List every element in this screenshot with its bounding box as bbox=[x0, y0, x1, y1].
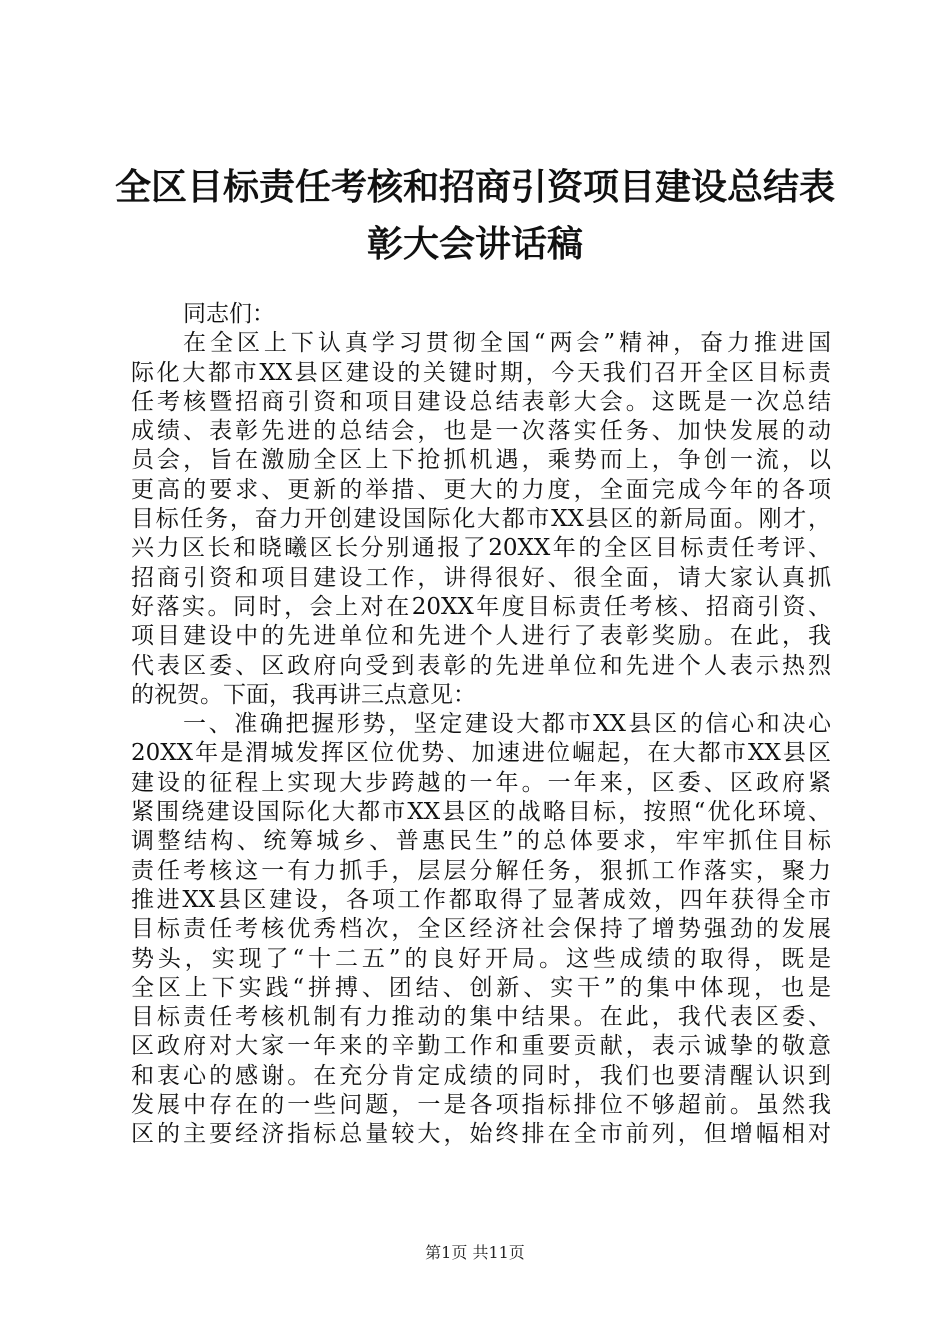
body-line: 的祝贺。下面，我再讲三点意见： bbox=[131, 681, 476, 708]
body-line: 20XX年是渭城发挥区位优势、加速进位崛起，在大都市XX县区 bbox=[131, 740, 831, 767]
body-line: 目标任务，奋力开创建设国际化大都市XX县区的新局面。刚才， bbox=[131, 506, 831, 533]
body-line: 区政府对大家一年来的辛勤工作和重要贡献，表示诚挚的敬意 bbox=[131, 1033, 831, 1060]
body-line: 全区上下实践“拼搏、团结、创新、实干”的集中体现，也是 bbox=[131, 974, 831, 1001]
body-line: 招商引资和项目建设工作，讲得很好、很全面，请大家认真抓 bbox=[131, 564, 831, 591]
document-body bbox=[131, 300, 831, 1150]
body-line: 和衷心的感谢。在充分肯定成绩的同时，我们也要清醒认识到 bbox=[131, 1062, 831, 1089]
body-line: 推进XX县区建设，各项工作都取得了显著成效，四年获得全市 bbox=[131, 886, 831, 913]
body-line: 发展中存在的一些问题，一是各项指标排位不够超前。虽然我 bbox=[131, 1092, 831, 1119]
body-line: 目标责任考核优秀档次，全区经济社会保持了增势强劲的发展 bbox=[131, 916, 831, 943]
body-line: 调整结构、统筹城乡、普惠民生”的总体要求，牢牢抓住目标 bbox=[131, 828, 831, 855]
body-line: 兴力区长和晓曦区长分别通报了20XX年的全区目标责任考评、 bbox=[131, 535, 831, 562]
page-number-footer: 第1页 共11页 bbox=[425, 1243, 525, 1262]
body-line: 项目建设中的先进单位和先进个人进行了表彰奖励。在此，我 bbox=[131, 623, 831, 650]
body-line: 势头，实现了“十二五”的良好开局。这些成绩的取得，既是 bbox=[131, 945, 831, 972]
body-line: 员会，旨在激励全区上下抢抓机遇，乘势而上，争创一流，以 bbox=[131, 447, 831, 474]
body-line: 更高的要求、更新的举措、更大的力度，全面完成今年的各项 bbox=[131, 476, 831, 503]
body-line: 区的主要经济指标总量较大，始终排在全市前列，但增幅相对 bbox=[131, 1121, 831, 1148]
body-line: 建设的征程上实现大步跨越的一年。一年来，区委、区政府紧 bbox=[131, 769, 831, 796]
body-line: 紧围绕建设国际化大都市XX县区的战略目标，按照“优化环境、 bbox=[131, 799, 831, 826]
body-line: 成绩、表彰先进的总结会，也是一次落实任务、加快发展的动 bbox=[131, 418, 831, 445]
body-line: 代表区委、区政府向受到表彰的先进单位和先进个人表示热烈 bbox=[131, 652, 831, 679]
body-line: 在全区上下认真学习贯彻全国“两会”精神，奋力推进国 bbox=[183, 330, 831, 357]
body-line: 好落实。同时，会上对在20XX年度目标责任考核、招商引资、 bbox=[131, 593, 831, 620]
body-line: 任考核暨招商引资和项目建设总结表彰大会。这既是一次总结 bbox=[131, 388, 831, 415]
body-line: 责任考核这一有力抓手，层层分解任务，狠抓工作落实，聚力 bbox=[131, 857, 831, 884]
body-line: 际化大都市XX县区建设的关键时期，今天我们召开全区目标责 bbox=[131, 359, 831, 386]
section-heading: 一、准确把握形势，坚定建设大都市XX县区的信心和决心 bbox=[183, 711, 831, 738]
salutation: 同志们： bbox=[183, 301, 275, 327]
document-title-line-1: 全区目标责任考核和招商引资项目建设总结表 bbox=[114, 167, 835, 208]
body-line: 目标责任考核机制有力推动的集中结果。在此，我代表区委、 bbox=[131, 1004, 831, 1031]
document-title-line-2: 彰大会讲话稿 bbox=[366, 224, 583, 265]
